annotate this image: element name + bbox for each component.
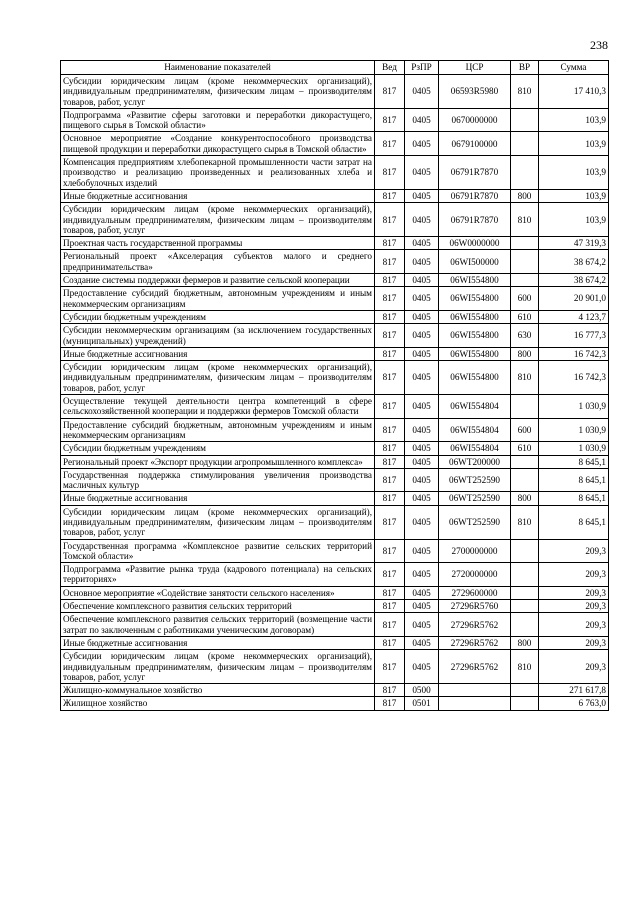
row-sum: 209,3 — [539, 586, 609, 599]
row-csr: 0679100000 — [439, 132, 511, 156]
row-vr — [511, 132, 539, 156]
row-csr: 0670000000 — [439, 108, 511, 132]
table-body — [61, 75, 609, 711]
row-csr: 2720000000 — [439, 563, 511, 587]
row-rzpr: 0405 — [405, 237, 439, 250]
row-vr — [511, 539, 539, 563]
row-vr: 610 — [511, 442, 539, 455]
table-row — [61, 347, 609, 360]
row-name: Подпрограмма «Развитие сферы заготовки и переработки дикорастущего, пищевого сырья в Томской области» — [61, 108, 375, 132]
row-ved: 817 — [375, 418, 405, 442]
row-vr: 810 — [511, 203, 539, 237]
row-name: Иные бюджетные ассигнования — [61, 347, 375, 360]
row-vr — [511, 274, 539, 287]
row-sum: 1 030,9 — [539, 418, 609, 442]
table-row — [61, 492, 609, 505]
row-vr: 810 — [511, 75, 539, 109]
row-ved: 817 — [375, 684, 405, 697]
row-name: Субсидии юридическим лицам (кроме некоммерческих организаций), индивидуальным предпринимателям, физическим лицам – производителям товаров, работ, услуг — [61, 505, 375, 539]
row-rzpr: 0405 — [405, 636, 439, 649]
row-csr — [439, 684, 511, 697]
row-vr: 800 — [511, 347, 539, 360]
row-csr — [439, 697, 511, 710]
row-csr: 06WI554800 — [439, 324, 511, 348]
row-vr — [511, 237, 539, 250]
row-name: Региональный проект «Экспорт продукции агропромышленного комплекса» — [61, 455, 375, 468]
row-vr — [511, 250, 539, 274]
row-csr: 06WT252590 — [439, 492, 511, 505]
row-rzpr: 0405 — [405, 600, 439, 613]
row-vr: 810 — [511, 361, 539, 395]
row-name: Жилищно-коммунальное хозяйство — [61, 684, 375, 697]
row-sum: 20 901,0 — [539, 287, 609, 311]
row-rzpr: 0405 — [405, 250, 439, 274]
row-vr — [511, 563, 539, 587]
row-sum: 209,3 — [539, 613, 609, 637]
row-ved: 817 — [375, 442, 405, 455]
row-vr — [511, 108, 539, 132]
row-vr — [511, 156, 539, 190]
row-csr: 06791R7870 — [439, 156, 511, 190]
table-row — [61, 697, 609, 710]
row-vr — [511, 613, 539, 637]
row-csr: 06WI554804 — [439, 395, 511, 419]
row-name: Основное мероприятие «Содействие занятости сельского населения» — [61, 586, 375, 599]
row-sum: 103,9 — [539, 132, 609, 156]
row-name: Иные бюджетные ассигнования — [61, 492, 375, 505]
row-name: Субсидии юридическим лицам (кроме некоммерческих организаций), индивидуальным предпринимателям, физическим лицам – производителям товаров, работ, услуг — [61, 650, 375, 684]
table-row — [61, 132, 609, 156]
table-row — [61, 613, 609, 637]
row-csr: 06WI554804 — [439, 442, 511, 455]
row-ved: 817 — [375, 108, 405, 132]
row-vr — [511, 684, 539, 697]
row-vr: 810 — [511, 505, 539, 539]
table-row — [61, 442, 609, 455]
row-vr — [511, 697, 539, 710]
row-ved: 817 — [375, 505, 405, 539]
table-row — [61, 189, 609, 202]
row-sum: 1 030,9 — [539, 442, 609, 455]
row-rzpr: 0405 — [405, 539, 439, 563]
row-vr — [511, 586, 539, 599]
table-row — [61, 468, 609, 492]
row-name: Обеспечение комплексного развития сельских территорий (возмещение части затрат по заключенным с работниками ученическим договорам) — [61, 613, 375, 637]
row-csr: 27296R5760 — [439, 600, 511, 613]
row-ved: 817 — [375, 287, 405, 311]
row-vr: 800 — [511, 636, 539, 649]
row-vr: 810 — [511, 650, 539, 684]
row-vr: 600 — [511, 287, 539, 311]
row-name: Компенсация предприятиям хлебопекарной промышленности части затрат на производство и реализацию произведенных и реализованных хлеба и хлебобулочных изделий — [61, 156, 375, 190]
row-ved: 817 — [375, 203, 405, 237]
row-sum: 209,3 — [539, 600, 609, 613]
row-vr: 800 — [511, 492, 539, 505]
row-name: Предоставление субсидий бюджетным, автономным учреждениям и иным некоммерческим организациям — [61, 418, 375, 442]
row-ved: 817 — [375, 274, 405, 287]
row-csr: 06WI554800 — [439, 347, 511, 360]
row-rzpr: 0405 — [405, 324, 439, 348]
row-rzpr: 0405 — [405, 442, 439, 455]
row-rzpr: 0405 — [405, 189, 439, 202]
row-rzpr: 0405 — [405, 203, 439, 237]
table-row — [61, 684, 609, 697]
row-csr: 06WI554804 — [439, 418, 511, 442]
table-row — [61, 395, 609, 419]
row-sum: 8 645,1 — [539, 492, 609, 505]
header-sum: Сумма — [539, 61, 609, 75]
header-csr: ЦСР — [439, 61, 511, 75]
row-ved: 817 — [375, 468, 405, 492]
table-row — [61, 108, 609, 132]
row-rzpr: 0405 — [405, 492, 439, 505]
row-sum: 209,3 — [539, 636, 609, 649]
row-rzpr: 0405 — [405, 650, 439, 684]
row-vr — [511, 468, 539, 492]
row-sum: 16 742,3 — [539, 361, 609, 395]
row-ved: 817 — [375, 636, 405, 649]
table-row — [61, 274, 609, 287]
header-rzpr: РзПР — [405, 61, 439, 75]
row-vr — [511, 455, 539, 468]
row-sum: 103,9 — [539, 108, 609, 132]
header-vr: ВР — [511, 61, 539, 75]
row-ved: 817 — [375, 539, 405, 563]
row-name: Проектная часть государственной программы — [61, 237, 375, 250]
row-rzpr: 0405 — [405, 468, 439, 492]
page-number: 238 — [590, 38, 608, 52]
row-sum: 1 030,9 — [539, 395, 609, 419]
row-ved: 817 — [375, 361, 405, 395]
row-csr: 06791R7870 — [439, 189, 511, 202]
row-ved: 817 — [375, 75, 405, 109]
row-rzpr: 0405 — [405, 108, 439, 132]
row-ved: 817 — [375, 347, 405, 360]
row-csr: 06W0000000 — [439, 237, 511, 250]
row-vr: 610 — [511, 310, 539, 323]
row-rzpr: 0405 — [405, 361, 439, 395]
header-ved: Вед — [375, 61, 405, 75]
row-csr: 06WI554800 — [439, 361, 511, 395]
row-csr: 2729600000 — [439, 586, 511, 599]
row-ved: 817 — [375, 650, 405, 684]
table-row — [61, 505, 609, 539]
row-csr: 06WI554800 — [439, 274, 511, 287]
header-name: Наименование показателей — [61, 61, 375, 75]
table-row — [61, 563, 609, 587]
table-row — [61, 600, 609, 613]
row-sum: 8 645,1 — [539, 455, 609, 468]
row-rzpr: 0501 — [405, 697, 439, 710]
table-row — [61, 455, 609, 468]
row-csr: 06WI554800 — [439, 310, 511, 323]
row-name: Основное мероприятие «Создание конкурентоспособного производства пищевой продукции и переработки дикорастущего сырья в Томской области» — [61, 132, 375, 156]
row-rzpr: 0405 — [405, 395, 439, 419]
row-name: Субсидии юридическим лицам (кроме некоммерческих организаций), индивидуальным предпринимателям, физическим лицам – производителям товаров, работ, услуг — [61, 75, 375, 109]
row-name: Жилищное хозяйство — [61, 697, 375, 710]
row-sum: 16 742,3 — [539, 347, 609, 360]
row-ved: 817 — [375, 189, 405, 202]
row-ved: 817 — [375, 237, 405, 250]
table-row — [61, 539, 609, 563]
row-ved: 817 — [375, 395, 405, 419]
row-sum: 47 319,3 — [539, 237, 609, 250]
row-sum: 38 674,2 — [539, 274, 609, 287]
row-name: Субсидии юридическим лицам (кроме некоммерческих организаций), индивидуальным предпринимателям, физическим лицам – производителям товаров, работ, услуг — [61, 361, 375, 395]
row-name: Осуществление текущей деятельности центра компетенций в сфере сельскохозяйственной кооперации и поддержки фермеров Томской области — [61, 395, 375, 419]
row-ved: 817 — [375, 455, 405, 468]
row-sum: 17 410,3 — [539, 75, 609, 109]
row-rzpr: 0405 — [405, 613, 439, 637]
row-sum: 38 674,2 — [539, 250, 609, 274]
table-row — [61, 636, 609, 649]
table-row — [61, 361, 609, 395]
budget-table — [60, 60, 609, 711]
row-csr: 27296R5762 — [439, 650, 511, 684]
row-vr: 800 — [511, 189, 539, 202]
row-sum: 16 777,3 — [539, 324, 609, 348]
row-name: Иные бюджетные ассигнования — [61, 636, 375, 649]
table-row — [61, 156, 609, 190]
row-vr: 630 — [511, 324, 539, 348]
row-csr: 06WT252590 — [439, 468, 511, 492]
table-row — [61, 310, 609, 323]
row-rzpr: 0405 — [405, 586, 439, 599]
row-vr: 600 — [511, 418, 539, 442]
table-row — [61, 650, 609, 684]
row-csr: 06593R5980 — [439, 75, 511, 109]
table-header-row — [61, 61, 609, 75]
row-rzpr: 0405 — [405, 563, 439, 587]
row-csr: 06WT200000 — [439, 455, 511, 468]
row-csr: 06WT252590 — [439, 505, 511, 539]
row-ved: 817 — [375, 492, 405, 505]
row-sum: 8 645,1 — [539, 505, 609, 539]
row-name: Государственная поддержка стимулирования увеличения производства масличных культур — [61, 468, 375, 492]
row-ved: 817 — [375, 613, 405, 637]
row-name: Иные бюджетные ассигнования — [61, 189, 375, 202]
row-name: Подпрограмма «Развитие рынка труда (кадрового потенциала) на сельских территориях» — [61, 563, 375, 587]
table-row — [61, 250, 609, 274]
row-ved: 817 — [375, 132, 405, 156]
row-ved: 817 — [375, 250, 405, 274]
row-rzpr: 0405 — [405, 310, 439, 323]
row-name: Субсидии юридическим лицам (кроме некоммерческих организаций), индивидуальным предпринимателям, физическим лицам – производителям товаров, работ, услуг — [61, 203, 375, 237]
table-row — [61, 237, 609, 250]
row-sum: 209,3 — [539, 539, 609, 563]
row-csr: 06791R7870 — [439, 203, 511, 237]
table-row — [61, 586, 609, 599]
row-vr — [511, 395, 539, 419]
row-rzpr: 0500 — [405, 684, 439, 697]
row-rzpr: 0405 — [405, 347, 439, 360]
row-csr: 27296R5762 — [439, 613, 511, 637]
table-row — [61, 287, 609, 311]
row-rzpr: 0405 — [405, 418, 439, 442]
row-csr: 27296R5762 — [439, 636, 511, 649]
row-rzpr: 0405 — [405, 75, 439, 109]
row-name: Региональный проект «Акселерация субъектов малого и среднего предпринимательства» — [61, 250, 375, 274]
row-sum: 209,3 — [539, 650, 609, 684]
row-name: Субсидии бюджетным учреждениям — [61, 442, 375, 455]
row-ved: 817 — [375, 324, 405, 348]
row-ved: 817 — [375, 600, 405, 613]
row-ved: 817 — [375, 563, 405, 587]
row-name: Создание системы поддержки фермеров и развитие сельской кооперации — [61, 274, 375, 287]
row-rzpr: 0405 — [405, 287, 439, 311]
row-rzpr: 0405 — [405, 156, 439, 190]
row-rzpr: 0405 — [405, 274, 439, 287]
row-sum: 103,9 — [539, 189, 609, 202]
table-row — [61, 324, 609, 348]
row-ved: 817 — [375, 586, 405, 599]
row-name: Предоставление субсидий бюджетным, автономным учреждениям и иным некоммерческим организациям — [61, 287, 375, 311]
row-csr: 2700000000 — [439, 539, 511, 563]
row-rzpr: 0405 — [405, 505, 439, 539]
row-ved: 817 — [375, 156, 405, 190]
row-ved: 817 — [375, 697, 405, 710]
row-sum: 6 763,0 — [539, 697, 609, 710]
table-row — [61, 75, 609, 109]
row-sum: 8 645,1 — [539, 468, 609, 492]
row-vr — [511, 600, 539, 613]
row-sum: 4 123,7 — [539, 310, 609, 323]
row-sum: 271 617,8 — [539, 684, 609, 697]
row-name: Государственная программа «Комплексное развитие сельских территорий Томской области» — [61, 539, 375, 563]
row-sum: 209,3 — [539, 563, 609, 587]
row-rzpr: 0405 — [405, 455, 439, 468]
row-ved: 817 — [375, 310, 405, 323]
table-row — [61, 418, 609, 442]
row-sum: 103,9 — [539, 203, 609, 237]
row-csr: 06WI500000 — [439, 250, 511, 274]
table-row — [61, 203, 609, 237]
row-name: Субсидии бюджетным учреждениям — [61, 310, 375, 323]
row-name: Обеспечение комплексного развития сельских территорий — [61, 600, 375, 613]
row-csr: 06WI554800 — [439, 287, 511, 311]
row-rzpr: 0405 — [405, 132, 439, 156]
row-name: Субсидии некоммерческим организациям (за исключением государственных (муниципальных) учреждений) — [61, 324, 375, 348]
row-sum: 103,9 — [539, 156, 609, 190]
